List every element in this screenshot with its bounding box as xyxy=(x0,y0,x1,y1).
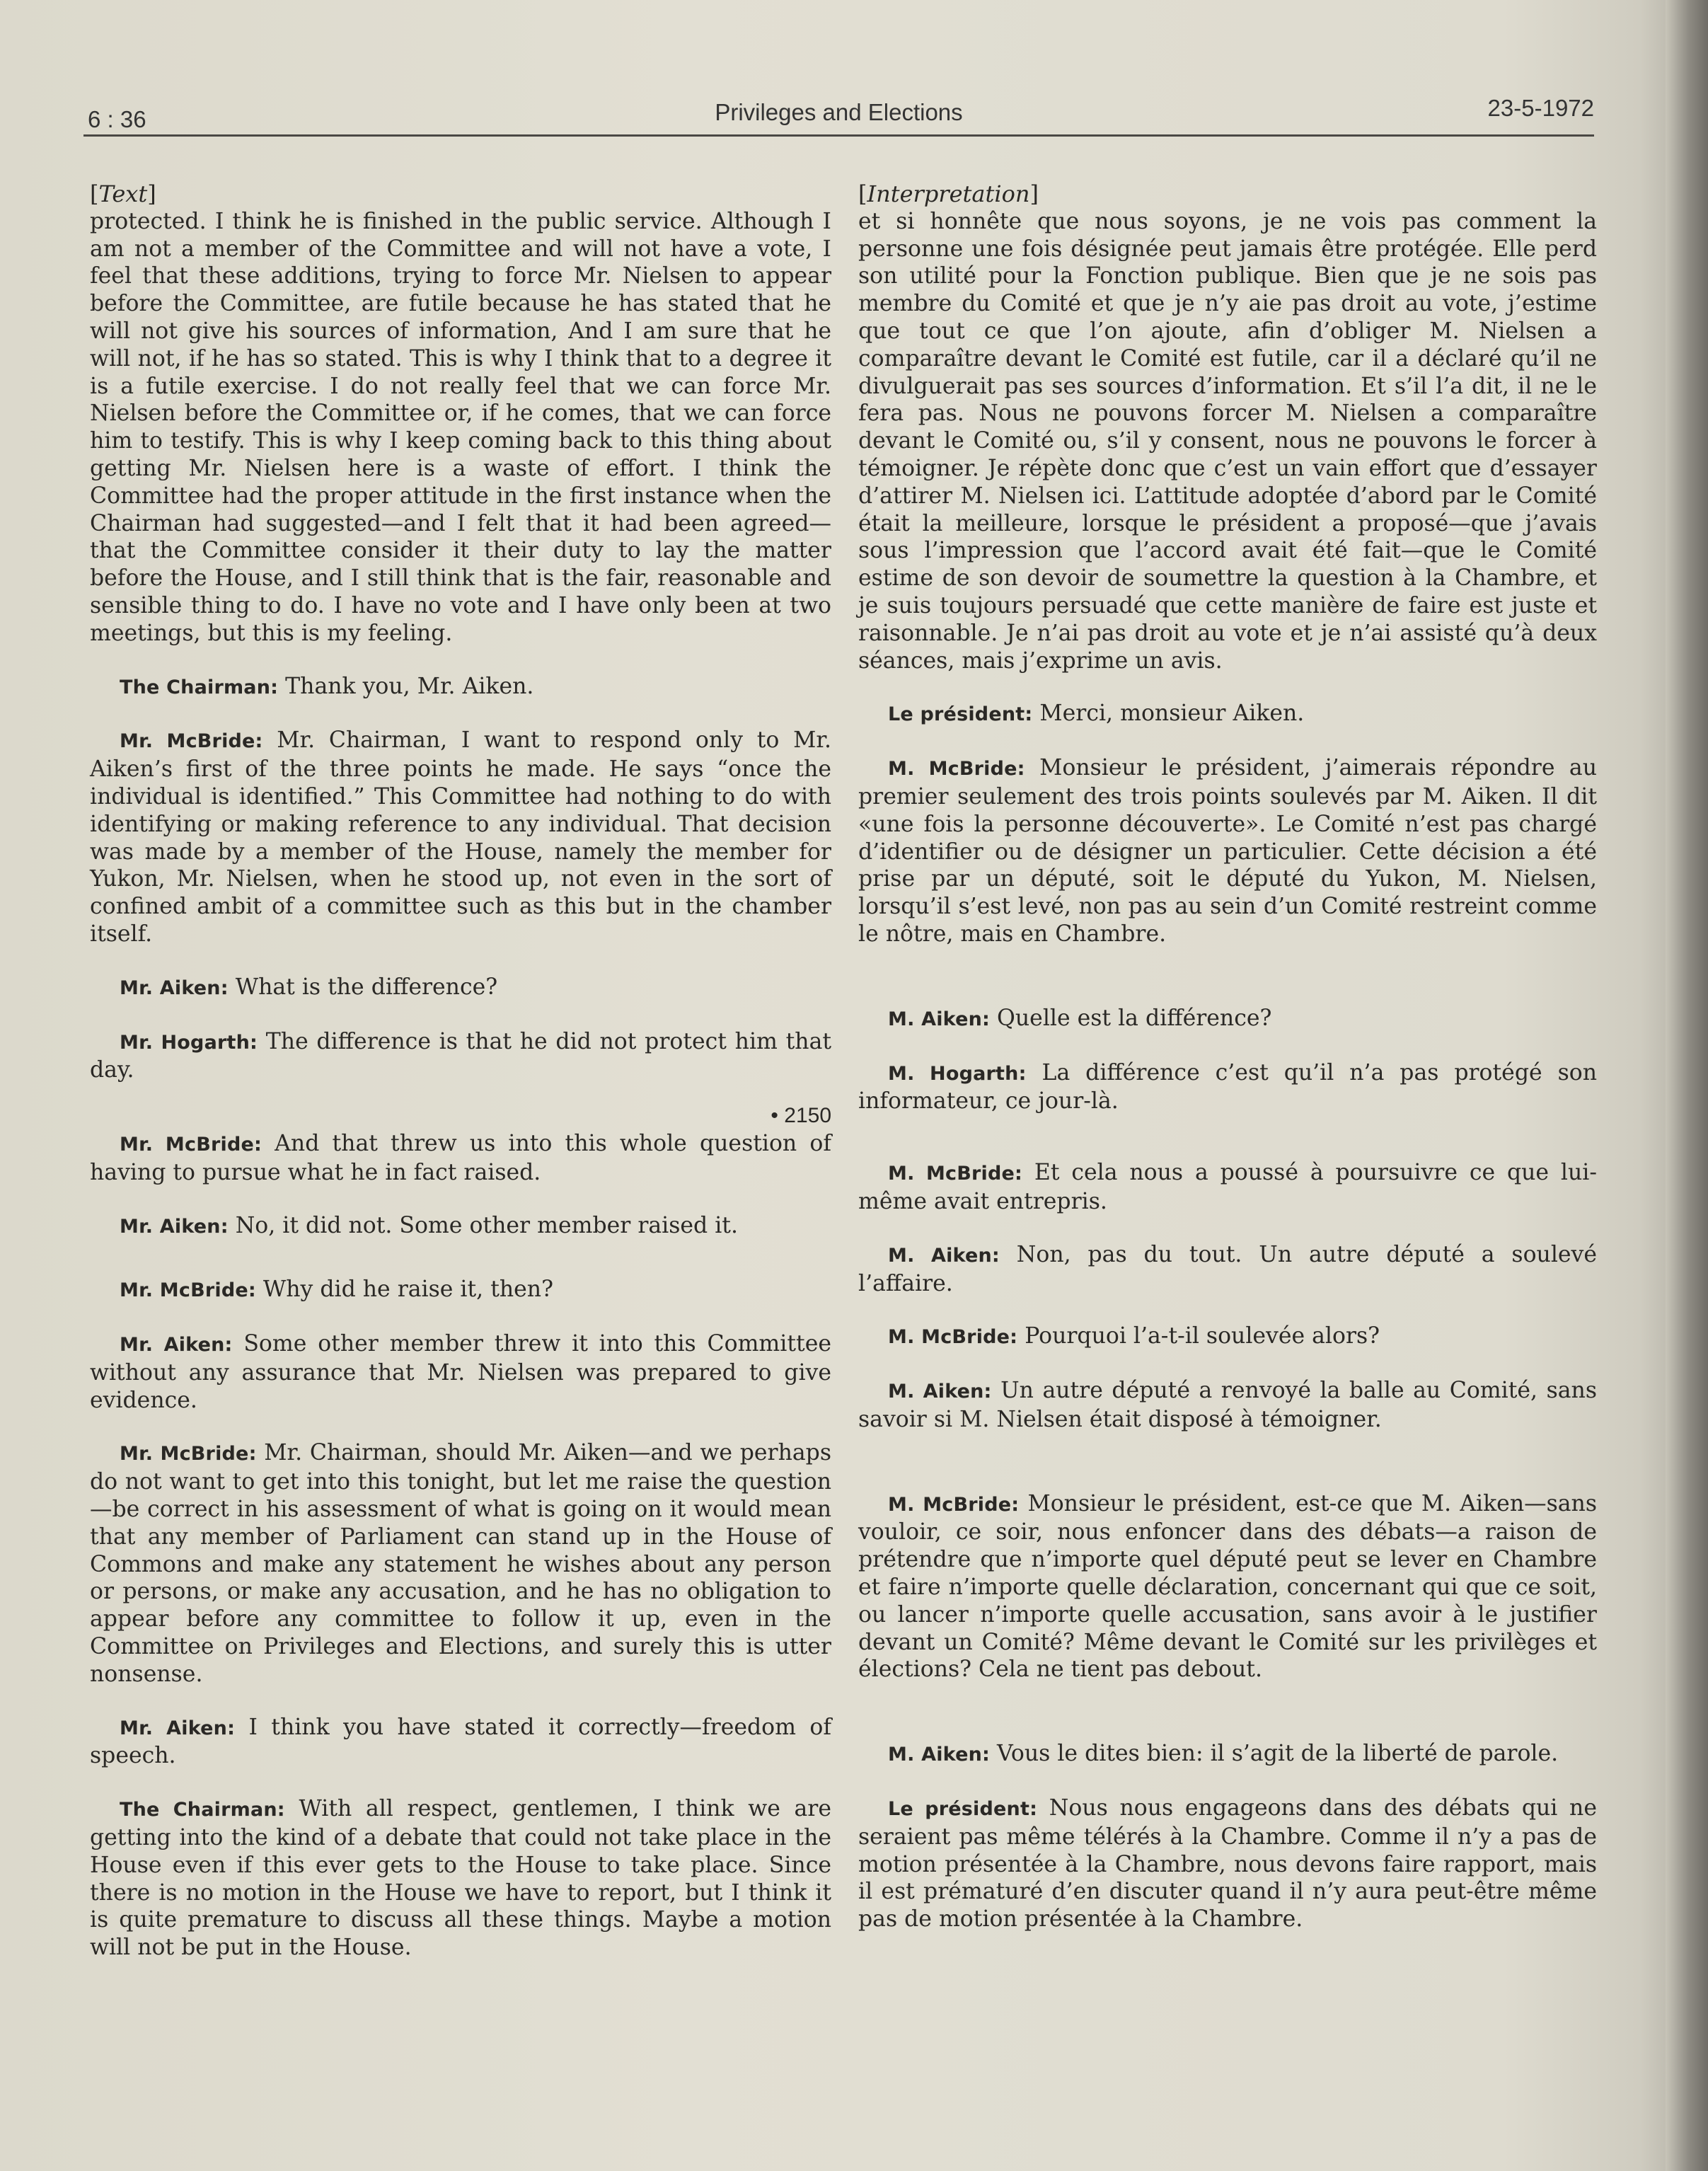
speaker: Mr. Aiken: xyxy=(120,1717,236,1739)
speech-text: Monsieur le président, j’aimerais répondre au premier seulement des trois points soulevés par M. Aiken. Il dit «une fois la personne découverte». Le Comité n’est pas chargé d’identifier ou de désigner un particulier. Cette décision a été prise par un député, soit le député du Yukon, M. Nielsen, lorsqu’il s’est levé, non pas au sein d’un Comité restreint comme le nôtre, mais en Chambre. xyxy=(858,755,1597,947)
speaker: M. McBride: xyxy=(888,758,1025,781)
time-marker: • 2150 xyxy=(771,1104,831,1128)
speech-text: Quelle est la différence? xyxy=(990,1005,1272,1031)
speech-text: Some other member threw it into this Committee without any assurance that Mr. Nielsen was prepared to give evidence. xyxy=(90,1331,831,1413)
speaker: M. Aiken: xyxy=(888,1744,991,1766)
speech xyxy=(90,1439,831,1688)
speech-text: Mr. Chairman, should Mr. Aiken—and we perhaps do not want to get into this tonight, but let me raise the question—be correct in his assessment of what is going on it would mean that any member of Parliament can stand up in the House of Commons and make any statement he wishes about any person or persons, or make any accusation, and he has no obligation to appear before any committee to follow it up, even in the Committee on Privileges and Elections, and surely this is utter nonsense. xyxy=(90,1440,831,1687)
speaker: M. McBride: xyxy=(888,1326,1018,1349)
speaker: M. Aiken: xyxy=(888,1381,992,1403)
speaker: Mr. McBride: xyxy=(120,1133,262,1156)
speech xyxy=(90,1028,831,1085)
speech xyxy=(858,1795,1597,1933)
running-title: Privileges and Elections xyxy=(715,99,963,125)
speech xyxy=(90,1714,831,1770)
speech xyxy=(858,1323,1597,1352)
speaker: Mr. McBride: xyxy=(120,1279,256,1302)
speech-text: La différence c’est qu’il n’a pas protégé son informateur, ce jour-là. xyxy=(858,1059,1597,1115)
speaker: Mr. Aiken: xyxy=(120,1215,229,1238)
speech-text: Merci, monsieur Aiken. xyxy=(1032,701,1305,727)
speaker: M. McBride: xyxy=(888,1493,1020,1516)
speech-text: Why did he raise it, then? xyxy=(255,1277,553,1303)
speech xyxy=(858,700,1597,729)
speech-text: Non, pas du tout. Un autre député a soulevé l’affaire. xyxy=(858,1241,1597,1296)
french-column xyxy=(858,180,1597,1933)
speech xyxy=(90,1276,831,1305)
speech xyxy=(858,1490,1597,1684)
speech xyxy=(858,1241,1597,1298)
speaker: The Chairman: xyxy=(120,676,279,698)
speaker: Mr. Hogarth: xyxy=(120,1031,258,1054)
speech-text: Mr. Chairman, I want to respond only to Mr. Aiken’s first of the three points he made. He says “once the individual is identified.” This Committee had nothing to do with identifying or making reference to any individual. That decision was made by a member of the House, namely the member for Yukon, Mr. Nielsen, when he stood up, not even in the sort of confined ambit of a committee such as this but in the chamber itself. xyxy=(90,727,831,947)
page-header xyxy=(83,93,1594,137)
speech xyxy=(90,1795,831,1962)
speech-text: I think you have stated it correctly—freedom of speech. xyxy=(90,1714,831,1769)
speaker: Le président: xyxy=(888,1798,1038,1821)
header-date: 23-5-1972 xyxy=(1487,95,1594,121)
page-number: 6 : 36 xyxy=(88,106,146,132)
speech-text: Monsieur le président, est-ce que M. Aiken—sans vouloir, ce soir, nous enfoncer dans des débats—a raison de prétendre que n’importe quel député peut se lever en Chambre et faire n’importe quelle déclaration, concernant qui que ce soit, ou lancer n’importe quelle accusation, sans avoir à le justifier devant un Comité? Même devant le Comité sur les privilèges et élections? Cela ne tient pas debout. xyxy=(858,1490,1598,1683)
speech xyxy=(90,673,831,702)
speaker: Mr. McBride: xyxy=(120,1443,257,1465)
speech-text: And that threw us into this whole question of having to pursue what he in fact raised. xyxy=(90,1130,831,1185)
speech-text: Nous nous engageons dans des débats qui ne seraient pas même télérés à la Chambre. Comme il n’y a pas de motion présentée à la Chambre, nous devons faire rapport, mais il est prématuré d’en discuter quand il n’y aura peut-être même pas de motion présentée à la Chambre. xyxy=(858,1795,1597,1933)
speech-text: The difference is that he did not protect him that day. xyxy=(90,1028,832,1083)
column-tag: [Interpretation] xyxy=(858,180,1039,207)
speaker: M. Hogarth: xyxy=(888,1062,1027,1085)
speech xyxy=(858,1159,1597,1216)
speech xyxy=(90,1212,831,1241)
speech-text: Pourquoi l’a-t-il soulevée alors? xyxy=(1017,1323,1380,1349)
speaker: Le président: xyxy=(888,703,1033,726)
intro-paragraph: et si honnête que nous soyons, je ne vois pas comment la personne une fois désignée peut jamais être protégée. Elle perd son utilité pour la Fonction publique. Bien que je ne sois pas membre du Comité et que je n’y aie pas droit au vote, j’estime que tout ce que l’on ajoute, afin d’obliger M. Nielsen a comparaître devant le Comité est futile, car il a déclaré qu’il ne divulguerait pas ses sources d’information. Et s’il l’a dit, il ne le fera pas. Nous ne pouvons forcer M. Nielsen a comparaître devant le Comité ou, s’il y consent, nous ne pouvons le forcer à témoigner. Je répète donc que c’est un vain effort que d’essayer d’attirer M. Nielsen ici. L’attitude adoptée d’abord par le Comité était la meilleure, lorsque le président a proposé—que j’avais sous l’impression que l’accord avait été fait—que le Comité estime de son devoir de soumettre la question à la Chambre, et je suis toujours persuadé que cette manière de faire est juste et raisonnable. Je n’ai pas droit au vote et je n’ai assisté qu’à deux séances, mais j’exprime un avis. xyxy=(858,208,1597,674)
speech xyxy=(858,1005,1597,1034)
speaker: M. Aiken: xyxy=(888,1244,1000,1267)
speech-text: Et cela nous a poussé à poursuivre ce que lui-même avait entrepris. xyxy=(858,1160,1597,1214)
column-tag: [Text] xyxy=(90,180,156,207)
speech xyxy=(90,1130,831,1187)
speech-text: With all respect, gentlemen, I think we are getting into the kind of a debate that could not take place in the House even if this ever gets to the House to take place. Since there is no motion in the House we have to report, but I think it is quite premature to discuss all these things. Maybe a motion will not be put in the House. xyxy=(90,1796,831,1961)
speaker: Mr. McBride: xyxy=(120,730,263,753)
speaker: M. McBride: xyxy=(888,1163,1023,1185)
speech xyxy=(90,1330,831,1414)
speech xyxy=(858,1740,1597,1769)
speech xyxy=(858,754,1597,948)
speech-text: What is the difference? xyxy=(228,974,498,1000)
book-spine-shadow xyxy=(1666,0,1708,2171)
speech xyxy=(90,974,831,1003)
speech xyxy=(858,1377,1597,1434)
speech xyxy=(858,1059,1597,1116)
speech-text: Vous le dites bien: il s’agit de la liberté de parole. xyxy=(990,1741,1559,1767)
speaker: Mr. Aiken: xyxy=(120,1334,233,1357)
speaker: Mr. Aiken: xyxy=(120,977,229,999)
english-column xyxy=(90,180,831,1962)
speech-text: No, it did not. Some other member raised it. xyxy=(228,1212,738,1238)
speech xyxy=(90,727,831,948)
speech-text: Thank you, Mr. Aiken. xyxy=(278,673,534,699)
speech-text: Un autre député a renvoyé la balle au Comité, sans savoir si M. Nielsen était disposé à témoigner. xyxy=(858,1378,1597,1432)
intro-paragraph: protected. I think he is finished in the public service. Although I am not a member of the Committee and will not have a vote, I feel that these additions, trying to force Mr. Nielsen to appear before the Committee, are futile because he has stated that he will not give his sources of information, And I am sure that he will not, if he has so stated. This is why I think that to a degree it is a futile exercise. I do not really feel that we can force Mr. Nielsen before the Committee or, if he comes, that we can force him to testify. This is why I keep coming back to this thing about getting Mr. Nielsen here is a waste of effort. I think the Committee had the proper attitude in the first instance when the Chairman had suggested—and I felt that it had been agreed—that the Committee consider it their duty to lay the matter before the House, and I still think that is the fair, reasonable and sensible thing to do. I have no vote and I have only been at two meetings, but this is my feeling. xyxy=(90,208,831,646)
speaker: The Chairman: xyxy=(120,1799,285,1821)
speaker: M. Aiken: xyxy=(888,1008,991,1030)
